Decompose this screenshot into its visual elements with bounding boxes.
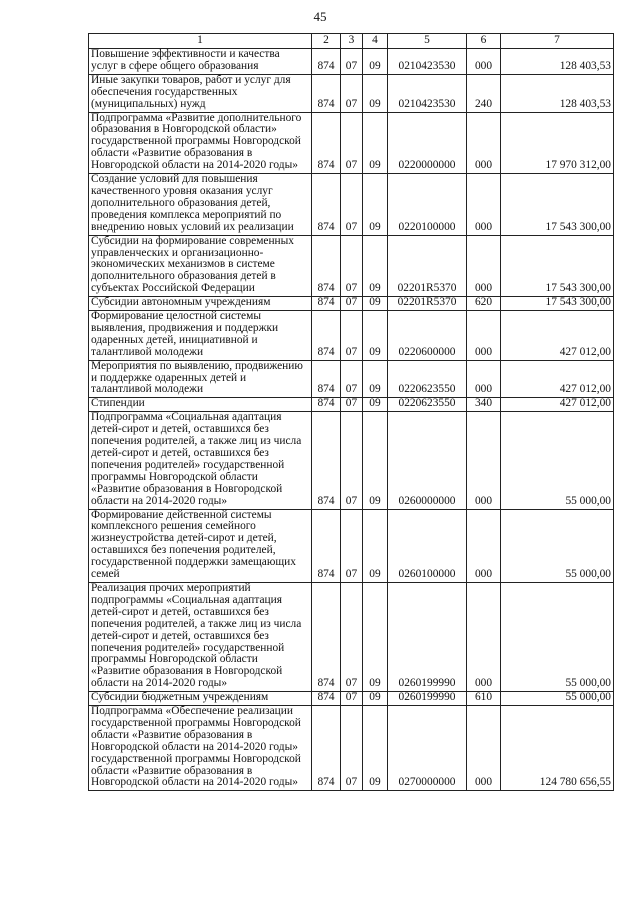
ministry-code-cell: 874	[312, 360, 341, 398]
column-header: 1	[89, 34, 312, 49]
subsection-code-cell: 09	[363, 235, 388, 297]
table-row	[89, 509, 614, 582]
amount-cell: 17 543 300,00	[501, 235, 614, 297]
ministry-code-cell: 874	[312, 398, 341, 412]
ministry-code-cell: 874	[312, 582, 341, 691]
subsection-code-cell: 09	[363, 412, 388, 509]
amount-cell: 17 543 300,00	[501, 174, 614, 236]
table-row	[89, 112, 614, 174]
row-name-cell: Реализация прочих мероприятий подпрограммы «Социальная адаптация детей-сирот и детей, оставшихся без попечения родителей, а также лиц из числа детей-сирот и детей, оставшихся без попечения родителей» государственной программы Новгородской области «Развитие образования в Новгородской области на 2014-2020 годы»	[89, 582, 312, 691]
table-row	[89, 582, 614, 691]
target-article-cell: 0220600000	[388, 311, 467, 361]
row-name-cell: Формирование действенной системы комплексного решения семейного жизнеустройства детей-сирот и детей, оставшихся без попечения родителей, государственной поддержки замещающих семей	[89, 509, 312, 582]
expense-type-cell: 620	[467, 297, 501, 311]
subsection-code-cell: 09	[363, 398, 388, 412]
target-article-cell: 0210423530	[388, 49, 467, 75]
table-row	[89, 297, 614, 311]
expense-type-cell: 000	[467, 235, 501, 297]
row-name-cell: Подпрограмма «Развитие дополнительного образования в Новгородской области» государственной программы Новгородской области «Развитие образования в Новгородской области на 2014-2020 годы»	[89, 112, 312, 174]
subsection-code-cell: 09	[363, 74, 388, 112]
amount-cell: 55 000,00	[501, 509, 614, 582]
amount-cell: 128 403,53	[501, 49, 614, 75]
target-article-cell: 0260199990	[388, 582, 467, 691]
expense-type-cell: 610	[467, 692, 501, 706]
ministry-code-cell: 874	[312, 706, 341, 791]
row-name-cell: Формирование целостной системы выявления, продвижения и поддержки одаренных детей, инициативной и талантливой молодежи	[89, 311, 312, 361]
target-article-cell: 0220623550	[388, 398, 467, 412]
subsection-code-cell: 09	[363, 49, 388, 75]
row-name-cell: Иные закупки товаров, работ и услуг для обеспечения государственных (муниципальных) нужд	[89, 74, 312, 112]
amount-cell: 427 012,00	[501, 398, 614, 412]
section-code-cell: 07	[341, 311, 363, 361]
row-name-cell: Субсидии бюджетным учреждениям	[89, 692, 312, 706]
subsection-code-cell: 09	[363, 509, 388, 582]
target-article-cell: 0260199990	[388, 692, 467, 706]
target-article-cell: 0260000000	[388, 412, 467, 509]
section-code-cell: 07	[341, 235, 363, 297]
ministry-code-cell: 874	[312, 297, 341, 311]
column-header: 3	[341, 34, 363, 49]
subsection-code-cell: 09	[363, 692, 388, 706]
row-name-cell: Стипендии	[89, 398, 312, 412]
amount-cell: 17 970 312,00	[501, 112, 614, 174]
expense-type-cell: 000	[467, 582, 501, 691]
table-row	[89, 706, 614, 791]
column-header: 6	[467, 34, 501, 49]
section-code-cell: 07	[341, 706, 363, 791]
subsection-code-cell: 09	[363, 112, 388, 174]
column-header: 7	[501, 34, 614, 49]
row-name-cell: Подпрограмма «Социальная адаптация детей-сирот и детей, оставшихся без попечения родителей, а также лиц из числа детей-сирот и детей, оставшихся без попечения родителей» государственной программы Новгородской области «Развитие образования в Новгородской области на 2014-2020 годы»	[89, 412, 312, 509]
amount-cell: 55 000,00	[501, 412, 614, 509]
expense-type-cell: 340	[467, 398, 501, 412]
subsection-code-cell: 09	[363, 360, 388, 398]
table-row	[89, 412, 614, 509]
ministry-code-cell: 874	[312, 692, 341, 706]
target-article-cell: 02201R5370	[388, 235, 467, 297]
target-article-cell: 0220100000	[388, 174, 467, 236]
target-article-cell: 0220623550	[388, 360, 467, 398]
section-code-cell: 07	[341, 412, 363, 509]
subsection-code-cell: 09	[363, 174, 388, 236]
table-row	[89, 74, 614, 112]
ministry-code-cell: 874	[312, 112, 341, 174]
column-header: 4	[363, 34, 388, 49]
section-code-cell: 07	[341, 49, 363, 75]
page-number: 45	[313, 9, 327, 24]
amount-cell: 55 000,00	[501, 692, 614, 706]
table-row	[89, 174, 614, 236]
section-code-cell: 07	[341, 509, 363, 582]
target-article-cell: 0270000000	[388, 706, 467, 791]
row-name-cell: Создание условий для повышения качественного уровня оказания услуг дополнительного образования детей, проведения комплекса мероприятий по внедрению новых условий их реализации	[89, 174, 312, 236]
expense-type-cell: 000	[467, 112, 501, 174]
amount-cell: 427 012,00	[501, 360, 614, 398]
table-row	[89, 235, 614, 297]
ministry-code-cell: 874	[312, 174, 341, 236]
ministry-code-cell: 874	[312, 235, 341, 297]
expense-type-cell: 000	[467, 412, 501, 509]
row-name-cell: Субсидии на формирование современных управленческих и организационно-экономических механизмов в системе дополнительного образования детей в субъектах Российской Федерации	[89, 235, 312, 297]
section-code-cell: 07	[341, 692, 363, 706]
amount-cell: 55 000,00	[501, 582, 614, 691]
table-row	[89, 49, 614, 75]
section-code-cell: 07	[341, 582, 363, 691]
subsection-code-cell: 09	[363, 582, 388, 691]
section-code-cell: 07	[341, 297, 363, 311]
row-name-cell: Субсидии автономным учреждениям	[89, 297, 312, 311]
amount-cell: 124 780 656,55	[501, 706, 614, 791]
target-article-cell: 0220000000	[388, 112, 467, 174]
section-code-cell: 07	[341, 398, 363, 412]
column-header: 2	[312, 34, 341, 49]
target-article-cell: 0210423530	[388, 74, 467, 112]
subsection-code-cell: 09	[363, 706, 388, 791]
subsection-code-cell: 09	[363, 297, 388, 311]
table-row	[89, 360, 614, 398]
ministry-code-cell: 874	[312, 509, 341, 582]
amount-cell: 17 543 300,00	[501, 297, 614, 311]
column-header: 5	[388, 34, 467, 49]
expense-type-cell: 000	[467, 360, 501, 398]
section-code-cell: 07	[341, 360, 363, 398]
table-row	[89, 692, 614, 706]
expense-type-cell: 240	[467, 74, 501, 112]
ministry-code-cell: 874	[312, 74, 341, 112]
ministry-code-cell: 874	[312, 412, 341, 509]
expense-type-cell: 000	[467, 174, 501, 236]
expense-type-cell: 000	[467, 311, 501, 361]
table-body	[89, 49, 614, 791]
expense-type-cell: 000	[467, 49, 501, 75]
budget-table	[88, 33, 614, 791]
target-article-cell: 02201R5370	[388, 297, 467, 311]
section-code-cell: 07	[341, 174, 363, 236]
expense-type-cell: 000	[467, 706, 501, 791]
amount-cell: 128 403,53	[501, 74, 614, 112]
amount-cell: 427 012,00	[501, 311, 614, 361]
subsection-code-cell: 09	[363, 311, 388, 361]
expense-type-cell: 000	[467, 509, 501, 582]
section-code-cell: 07	[341, 74, 363, 112]
table-header-row	[89, 34, 614, 49]
row-name-cell: Повышение эффективности и качества услуг в сфере общего образования	[89, 49, 312, 75]
row-name-cell: Мероприятия по выявлению, продвижению и поддержке одаренных детей и талантливой молодежи	[89, 360, 312, 398]
table-row	[89, 311, 614, 361]
ministry-code-cell: 874	[312, 49, 341, 75]
table-row	[89, 398, 614, 412]
target-article-cell: 0260100000	[388, 509, 467, 582]
section-code-cell: 07	[341, 112, 363, 174]
ministry-code-cell: 874	[312, 311, 341, 361]
row-name-cell: Подпрограмма «Обеспечение реализации государственной программы Новгородской области «Развитие образования в Новгородской области на 2014-2020 годы» государственной программы Новгородской области «Развитие образования в Новгородской области на 2014-2020 годы»	[89, 706, 312, 791]
